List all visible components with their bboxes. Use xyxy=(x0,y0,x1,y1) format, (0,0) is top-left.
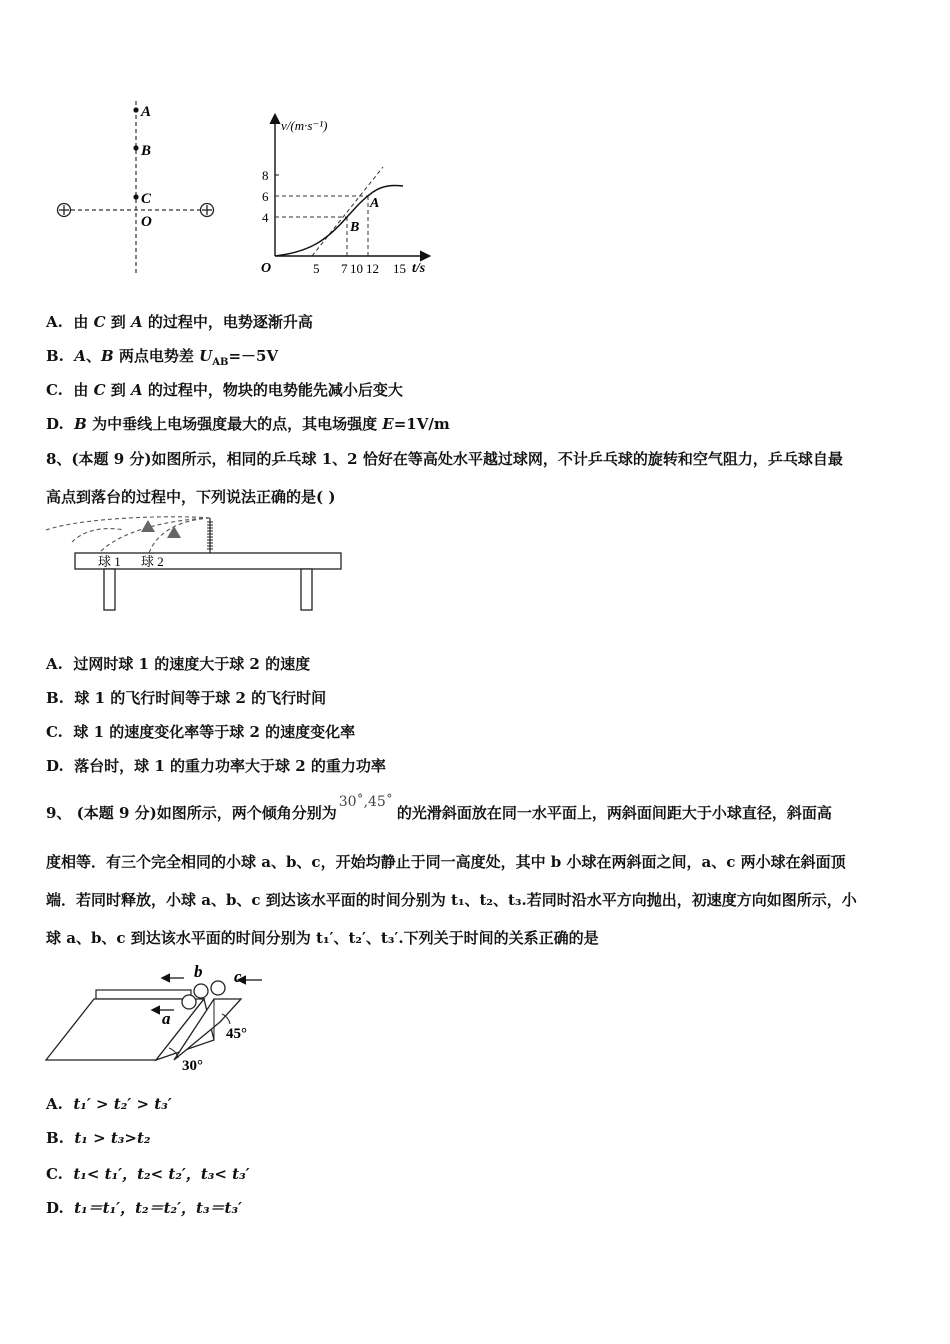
q8-option-b[interactable]: B. 球 1 的飞行时间等于球 2 的飞行时间 xyxy=(46,689,327,707)
x-tick-15: 15 xyxy=(393,261,406,276)
y-axis-label: v/(m·s⁻¹) xyxy=(281,118,328,133)
q8-option-d[interactable]: D. 落台时，球 1 的重力功率大于球 2 的重力功率 xyxy=(46,757,386,775)
ball-1-trajectory-start xyxy=(72,529,124,543)
point-b-label: B xyxy=(350,220,360,235)
q7-option-a[interactable]: A. 由 C 到 A 的过程中，电势逐渐升高 xyxy=(46,313,313,331)
angle-30-label: 30° xyxy=(182,1058,203,1074)
q9-angle-values: 30˚,45˚ xyxy=(338,794,393,810)
y-tick-4: 4 xyxy=(262,210,269,225)
ball-b xyxy=(194,984,208,998)
q9-option-c[interactable]: C. t₁< t₁′，t₂< t₂′，t₃< t₃′ xyxy=(46,1165,250,1183)
q9-stem-line3: 端．若同时释放，小球 a、b、c 到达该水平面的时间分别为 t₁、t₂、t₃.若同时沿水平方向抛出，初速度方向如图所示，小 xyxy=(46,891,857,909)
y-tick-6: 6 xyxy=(262,189,269,204)
q8-option-a[interactable]: A. 过网时球 1 的速度大于球 2 的速度 xyxy=(46,655,311,673)
point-a-label: A xyxy=(370,196,380,211)
q9-option-a[interactable]: A. t₁′ > t₂′ > t₃′ xyxy=(46,1095,172,1113)
label-o: O xyxy=(141,214,152,230)
origin-label: O xyxy=(261,261,272,276)
x-tick-10: 10 xyxy=(350,261,363,276)
ball-2-label: 球 2 xyxy=(141,554,164,569)
ball-a xyxy=(182,995,196,1009)
point-a xyxy=(133,107,138,112)
q7-option-d[interactable]: D. B 为中垂线上电场强度最大的点，其电场强度 E=1V/m xyxy=(46,415,450,433)
table-leg-left xyxy=(104,569,115,610)
q9-option-b[interactable]: B. t₁ > t₃>t₂ xyxy=(46,1129,151,1147)
ball-2-marker xyxy=(167,526,181,538)
y-tick-8: 8 xyxy=(262,168,269,183)
ball-1-trajectory-left xyxy=(46,517,210,530)
label-c: c xyxy=(234,967,242,986)
angle-45-label: 45° xyxy=(226,1026,247,1042)
label-a: A xyxy=(141,104,152,120)
label-a: a xyxy=(162,1009,171,1028)
x-tick-5: 5 xyxy=(313,261,320,276)
q9-stem-line1: 9、 (本题 9 分)如图所示，两个倾角分别为30˚,45˚的光滑斜面放在同一水平面上，两斜面间距大于小球直径，斜面高 xyxy=(46,794,832,822)
q9-option-d[interactable]: D. t₁＝t₁′，t₂＝t₂′，t₃＝t₃′ xyxy=(46,1199,243,1217)
incline-30-top-bar xyxy=(96,990,191,999)
point-b xyxy=(133,145,138,150)
q8-stem-line2: 高点到落台的过程中，下列说法正确的是( ) xyxy=(46,488,336,506)
point-c xyxy=(133,194,138,199)
q9-incline-diagram xyxy=(44,960,269,1078)
label-b: b xyxy=(194,962,203,981)
q7-charge-diagram xyxy=(50,95,220,280)
q9-stem-line4: 球 a、b、c 到达该水平面的时间分别为 t₁′、t₂′、t₃′.下列关于时间的关系正确的是 xyxy=(46,929,599,947)
q7-vt-graph xyxy=(255,105,440,283)
q9-stem-line2: 度相等．有三个完全相同的小球 a、b、c，开始均静止于同一高度处，其中 b 小球在两斜面之间，a、c 两小球在斜面顶 xyxy=(46,853,846,871)
ball-1-label: 球 1 xyxy=(98,554,121,569)
q8-table-diagram xyxy=(44,512,349,617)
label-c: C xyxy=(141,191,152,207)
ball-1-trajectory-right xyxy=(99,518,210,553)
positive-charge-right-icon xyxy=(201,204,214,217)
positive-charge-left-icon xyxy=(58,204,71,217)
q8-option-c[interactable]: C. 球 1 的速度变化率等于球 2 的速度变化率 xyxy=(46,723,356,741)
x-tick-7: 7 xyxy=(341,261,348,276)
ball-c xyxy=(211,981,225,995)
table-leg-right xyxy=(301,569,312,610)
tangent-line xyxy=(312,167,383,256)
q7-option-c[interactable]: C. 由 C 到 A 的过程中，物块的电势能先减小后变大 xyxy=(46,381,403,399)
q8-stem-line1: 8、(本题 9 分)如图所示，相同的乒乓球 1、2 恰好在等高处水平越过球网，不计乒乓球的旋转和空气阻力，乒乓球自最 xyxy=(46,450,843,468)
x-tick-12: 12 xyxy=(366,261,379,276)
label-b: B xyxy=(141,143,152,159)
x-axis-label: t/s xyxy=(412,261,426,276)
q7-option-b[interactable]: B. A、B 两点电势差 $U_{AB}=-5V$ xyxy=(46,347,279,368)
